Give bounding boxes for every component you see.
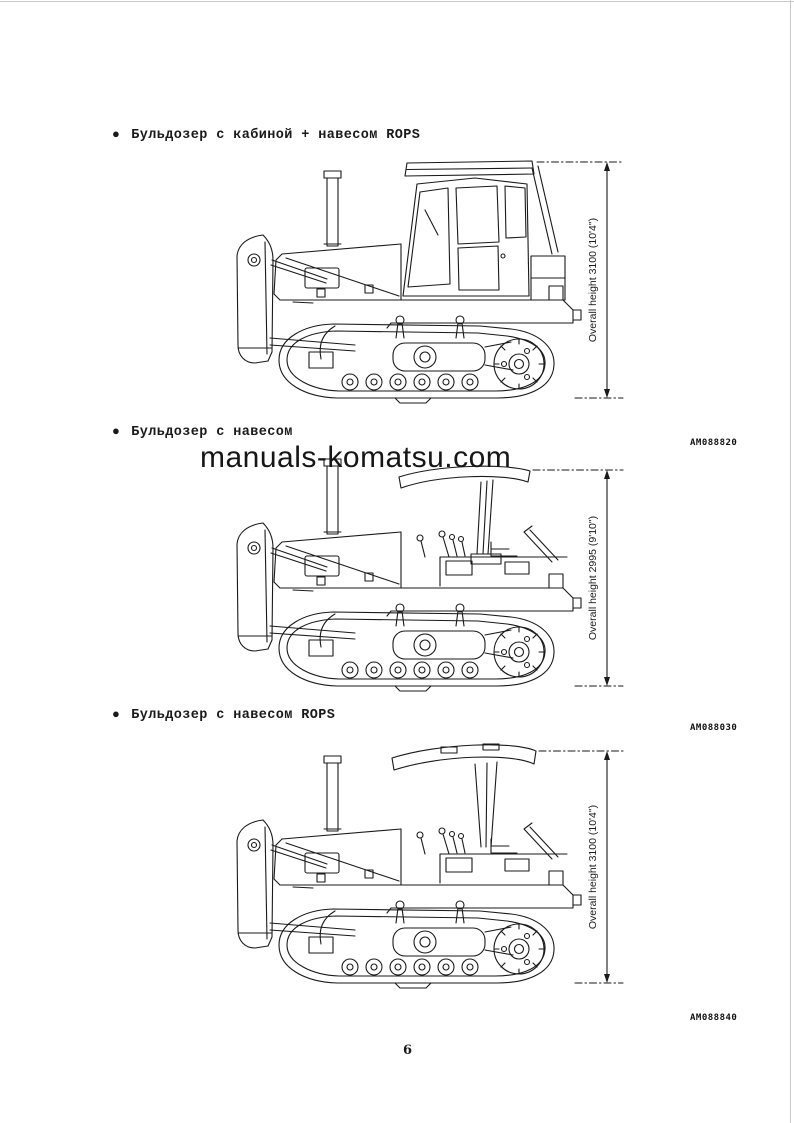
bullet-icon: ● bbox=[112, 707, 121, 722]
page-number: 6 bbox=[403, 1043, 413, 1058]
dimension-annotation bbox=[533, 470, 623, 686]
dimension-annotation bbox=[539, 751, 623, 983]
dimension-label: Overall height 3100 (10'4") bbox=[587, 217, 599, 343]
cab-with-rops bbox=[403, 161, 565, 300]
dimension-label: Overall height 3100 (10'4") bbox=[587, 804, 599, 930]
dimension-arrow-top bbox=[604, 751, 610, 760]
dimension-label: Overall height 2995 (9'10") bbox=[587, 515, 599, 641]
scan-edge-top bbox=[0, 1, 794, 2]
dimension-arrow-bottom bbox=[604, 677, 610, 686]
bullet-icon: ● bbox=[112, 424, 121, 439]
dimension-arrow-bottom bbox=[604, 974, 610, 983]
heading-label: Бульдозер с навесом bbox=[131, 425, 293, 440]
watermark: manuals-komatsu.com bbox=[200, 441, 512, 474]
rops-canopy bbox=[392, 744, 536, 847]
bulldozer-diagram-cab-rops bbox=[175, 132, 625, 412]
dimension-arrow-top bbox=[604, 470, 610, 479]
figure-code: AM088840 bbox=[690, 1013, 738, 1023]
dimension-arrow-bottom bbox=[604, 389, 610, 398]
heading-label: Бульдозер с кабиной + навесом ROPS bbox=[131, 128, 421, 143]
heading-label: Бульдозер с навесом ROPS bbox=[131, 708, 336, 723]
bulldozer-diagram-canopy-rops bbox=[175, 717, 625, 997]
dimension-annotation bbox=[537, 162, 623, 398]
canopy bbox=[399, 466, 530, 564]
figure-code: AM088820 bbox=[690, 438, 738, 448]
bullet-icon: ● bbox=[112, 127, 121, 142]
dimension-arrow-top bbox=[604, 162, 610, 171]
scan-edge-right bbox=[790, 0, 791, 1123]
figure-code: AM088030 bbox=[690, 723, 738, 733]
